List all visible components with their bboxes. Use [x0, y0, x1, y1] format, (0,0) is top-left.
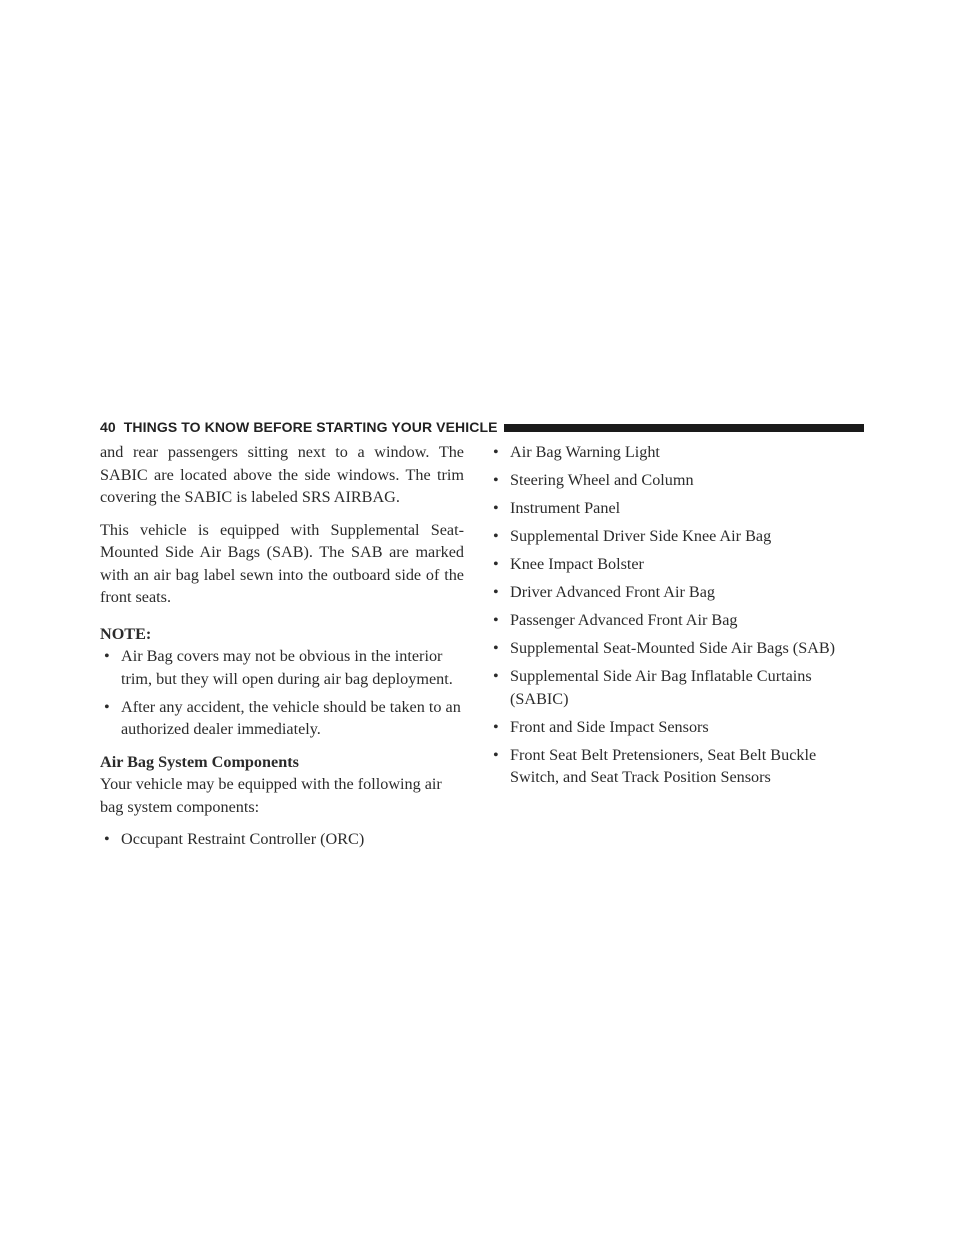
component-item: • Front and Side Impact Sensors [489, 716, 864, 739]
bullet-icon: • [493, 471, 499, 489]
component-item: • Front Seat Belt Pretensioners, Seat Belt Buckle Switch, and Seat Track Position Sensors [493, 745, 817, 786]
note-item: • Air Bag covers may not be obvious in the interior trim, but they will open during air bag deployment. [104, 647, 453, 688]
header-rule [504, 424, 864, 432]
component-item: • Steering Wheel and Column [489, 469, 864, 492]
sabic-location-paragraph: and rear passengers sitting next to a window. The SABIC are located above the side windows. The trim covering the SABIC is labeled SRS AIRBAG. [100, 443, 464, 506]
note-heading: NOTE: [100, 624, 152, 643]
component-item: • Knee Impact Bolster [489, 553, 864, 576]
bullet-icon: • [493, 583, 499, 601]
components-list-left [100, 828, 464, 851]
bullet-icon: • [493, 745, 499, 764]
component-item: • Supplemental Side Air Bag Inflatable Curtains (SABIC) [493, 667, 812, 708]
component-item: • Supplemental Driver Side Knee Air Bag [489, 525, 864, 548]
bullet-icon: • [493, 499, 499, 517]
page-header-text [100, 419, 498, 435]
section-intro: Your vehicle may be equipped with the following air bag system components: [100, 775, 442, 816]
page-number: 40 [100, 419, 116, 435]
component-item: • Passenger Advanced Front Air Bag [489, 609, 864, 632]
chapter-title: THINGS TO KNOW BEFORE STARTING YOUR VEHICLE [123, 419, 498, 435]
section-heading: Air Bag System Components [100, 752, 299, 771]
bullet-icon: • [493, 717, 499, 736]
bullet-icon: • [493, 443, 499, 461]
component-item: • Occupant Restraint Controller (ORC) [100, 828, 464, 851]
page-header [100, 416, 864, 438]
component-item: • Instrument Panel [489, 497, 864, 520]
bullet-icon: • [493, 667, 499, 685]
note-item: • After any accident, the vehicle should be taken to an authorized dealer immediately. [104, 697, 461, 738]
bullet-icon: • [493, 555, 499, 573]
bullet-icon: • [493, 639, 499, 657]
component-item: • Driver Advanced Front Air Bag [489, 581, 864, 604]
bullet-icon: • [493, 527, 499, 545]
bullet-icon: • [104, 647, 110, 665]
component-item: • Air Bag Warning Light [489, 441, 864, 464]
components-list-right [489, 441, 864, 789]
left-column [100, 441, 464, 856]
bullet-icon: • [493, 611, 499, 629]
right-column [489, 441, 864, 794]
sab-paragraph: This vehicle is equipped with Supplemental Seat-Mounted Side Air Bags (SAB). The SAB are marked with an air bag label sewn into the outboard side of the front seats. [100, 520, 464, 606]
bullet-icon: • [104, 830, 110, 848]
note-list [100, 645, 464, 741]
component-item: • Supplemental Seat-Mounted Side Air Bags (SAB) [489, 637, 864, 660]
bullet-icon: • [104, 697, 110, 716]
